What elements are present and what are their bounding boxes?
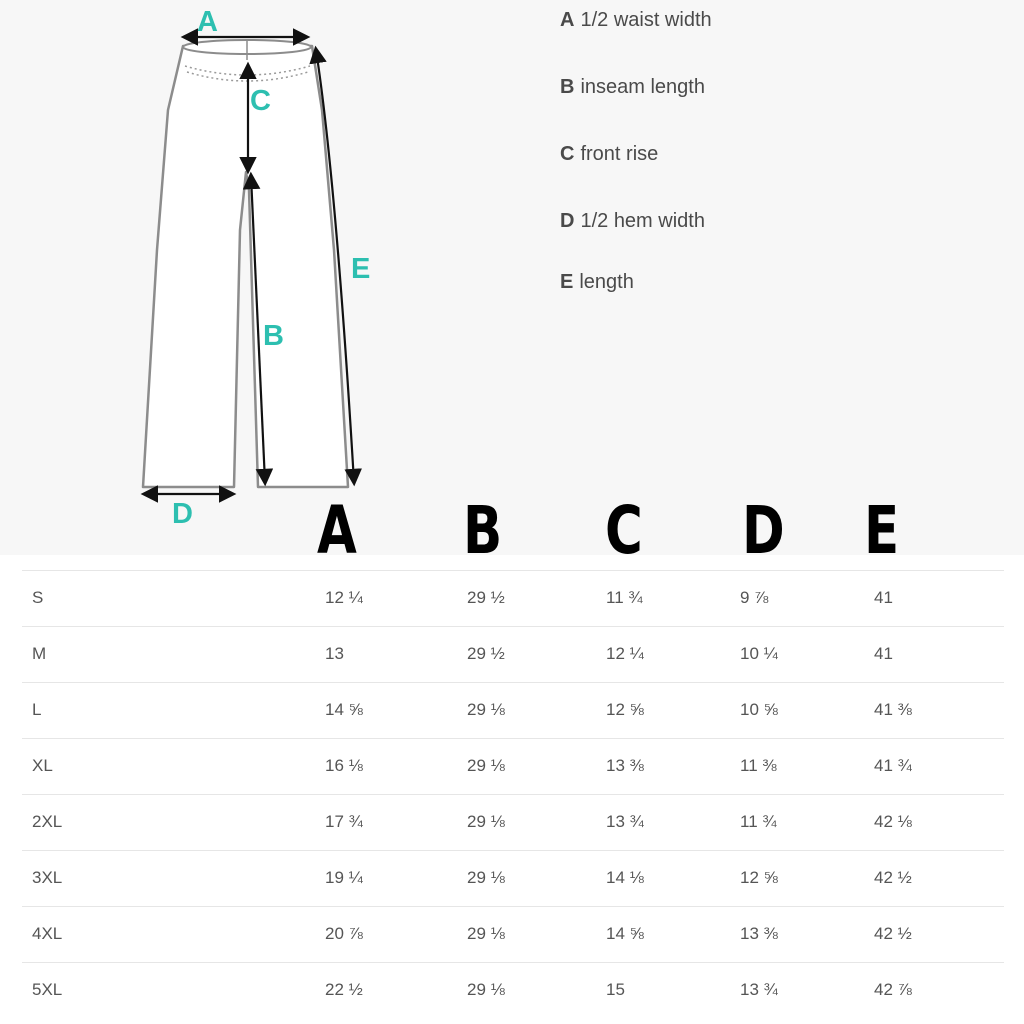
measurement-cell: 12 ⅝ [606, 700, 644, 719]
legend-item-e [560, 271, 634, 294]
table-row [22, 570, 1004, 626]
measurement-cell: 16 ⅛ [325, 756, 363, 775]
diagram-label-e: E [351, 253, 371, 285]
size-label: XL [32, 756, 53, 775]
diagram-label-b: B [263, 320, 284, 352]
measurement-cell: 20 ⅞ [325, 924, 363, 943]
measurement-cell: 13 ¾ [606, 812, 644, 831]
measurement-cell: 42 ⅞ [874, 980, 912, 999]
measurement-cell: 41 ⅜ [874, 700, 912, 719]
table-row [22, 794, 1004, 850]
legend-text: 1/2 waist width [580, 9, 712, 31]
column-header-a: A [317, 492, 357, 569]
measurement-cell: 13 ⅜ [606, 756, 644, 775]
measurement-cell: 41 ¾ [874, 756, 912, 775]
measurement-cell: 10 ⅝ [740, 700, 778, 719]
measurement-cell: 15 [606, 980, 625, 999]
measurement-cell: 17 ¾ [325, 812, 363, 831]
measurement-cell: 29 ½ [467, 644, 505, 663]
diagram-label-a: A [197, 6, 218, 38]
column-header-c: C [605, 492, 643, 569]
measurement-cell: 12 ⅝ [740, 868, 778, 887]
measurement-cell: 14 ⅝ [606, 924, 644, 943]
measurement-cell: 29 ⅛ [467, 924, 505, 943]
table-row [22, 682, 1004, 738]
measurement-cell: 29 ⅛ [467, 980, 505, 999]
size-label: S [32, 588, 44, 607]
pants-diagram [0, 0, 520, 555]
legend-letter: A [560, 9, 575, 31]
measurement-cell: 14 ⅝ [325, 700, 363, 719]
measurement-cell: 13 ¾ [740, 980, 778, 999]
measurement-cell: 10 ¼ [740, 644, 778, 663]
measurement-cell: 12 ¼ [606, 644, 644, 663]
legend-letter: C [560, 143, 575, 165]
diagram-label-c: C [250, 85, 271, 117]
size-label: M [32, 644, 47, 663]
size-label: 4XL [32, 924, 63, 943]
legend-text: 1/2 hem width [580, 210, 705, 232]
legend-item-a [560, 9, 712, 32]
measurement-cell: 29 ⅛ [467, 812, 505, 831]
size-label: 3XL [32, 868, 63, 887]
measurement-cell: 29 ⅛ [467, 700, 505, 719]
measurement-cell: 13 [325, 644, 344, 663]
table-row [22, 906, 1004, 962]
table-row [22, 738, 1004, 794]
measurement-cell: 11 ¾ [606, 588, 643, 607]
diagram-label-d: D [172, 498, 193, 530]
table-row [22, 962, 1004, 1018]
legend-text: front rise [580, 143, 659, 165]
legend-item-b [560, 76, 705, 99]
table-row [22, 626, 1004, 682]
size-label: L [32, 700, 42, 719]
legend-item-d [560, 210, 705, 233]
measurement-cell: 29 ½ [467, 588, 505, 607]
legend-text: length [579, 271, 634, 293]
measurement-cell: 19 ¼ [325, 868, 363, 887]
size-table [22, 570, 1004, 1018]
measurement-cell: 12 ¼ [325, 588, 363, 607]
measurement-cell: 11 ¾ [740, 812, 777, 831]
legend-item-c [560, 143, 658, 166]
legend-letter: D [560, 210, 575, 232]
measurement-legend [560, 0, 1000, 320]
legend-letter: E [560, 271, 574, 293]
measurement-cell: 42 ½ [874, 868, 912, 887]
legend-letter: B [560, 76, 575, 98]
measurement-cell: 14 ⅛ [606, 868, 644, 887]
pants-outline [143, 46, 348, 487]
size-label: 5XL [32, 980, 63, 999]
column-header-b: B [463, 492, 503, 569]
measurement-cell: 41 [874, 588, 893, 607]
column-header-d: D [742, 492, 785, 569]
measurement-cell: 42 ½ [874, 924, 912, 943]
measurement-cell: 42 ⅛ [874, 812, 912, 831]
measurement-cell: 13 ⅜ [740, 924, 778, 943]
measurement-cell: 29 ⅛ [467, 868, 505, 887]
measurement-cell: 41 [874, 644, 893, 663]
size-label: 2XL [32, 812, 63, 831]
measurement-cell: 9 ⅞ [740, 588, 769, 607]
column-header-e: E [864, 492, 900, 569]
measurement-cell: 29 ⅛ [467, 756, 505, 775]
table-row [22, 850, 1004, 906]
legend-text: inseam length [580, 76, 705, 98]
measurement-cell: 11 ⅜ [740, 756, 777, 775]
measurement-cell: 22 ½ [325, 980, 363, 999]
